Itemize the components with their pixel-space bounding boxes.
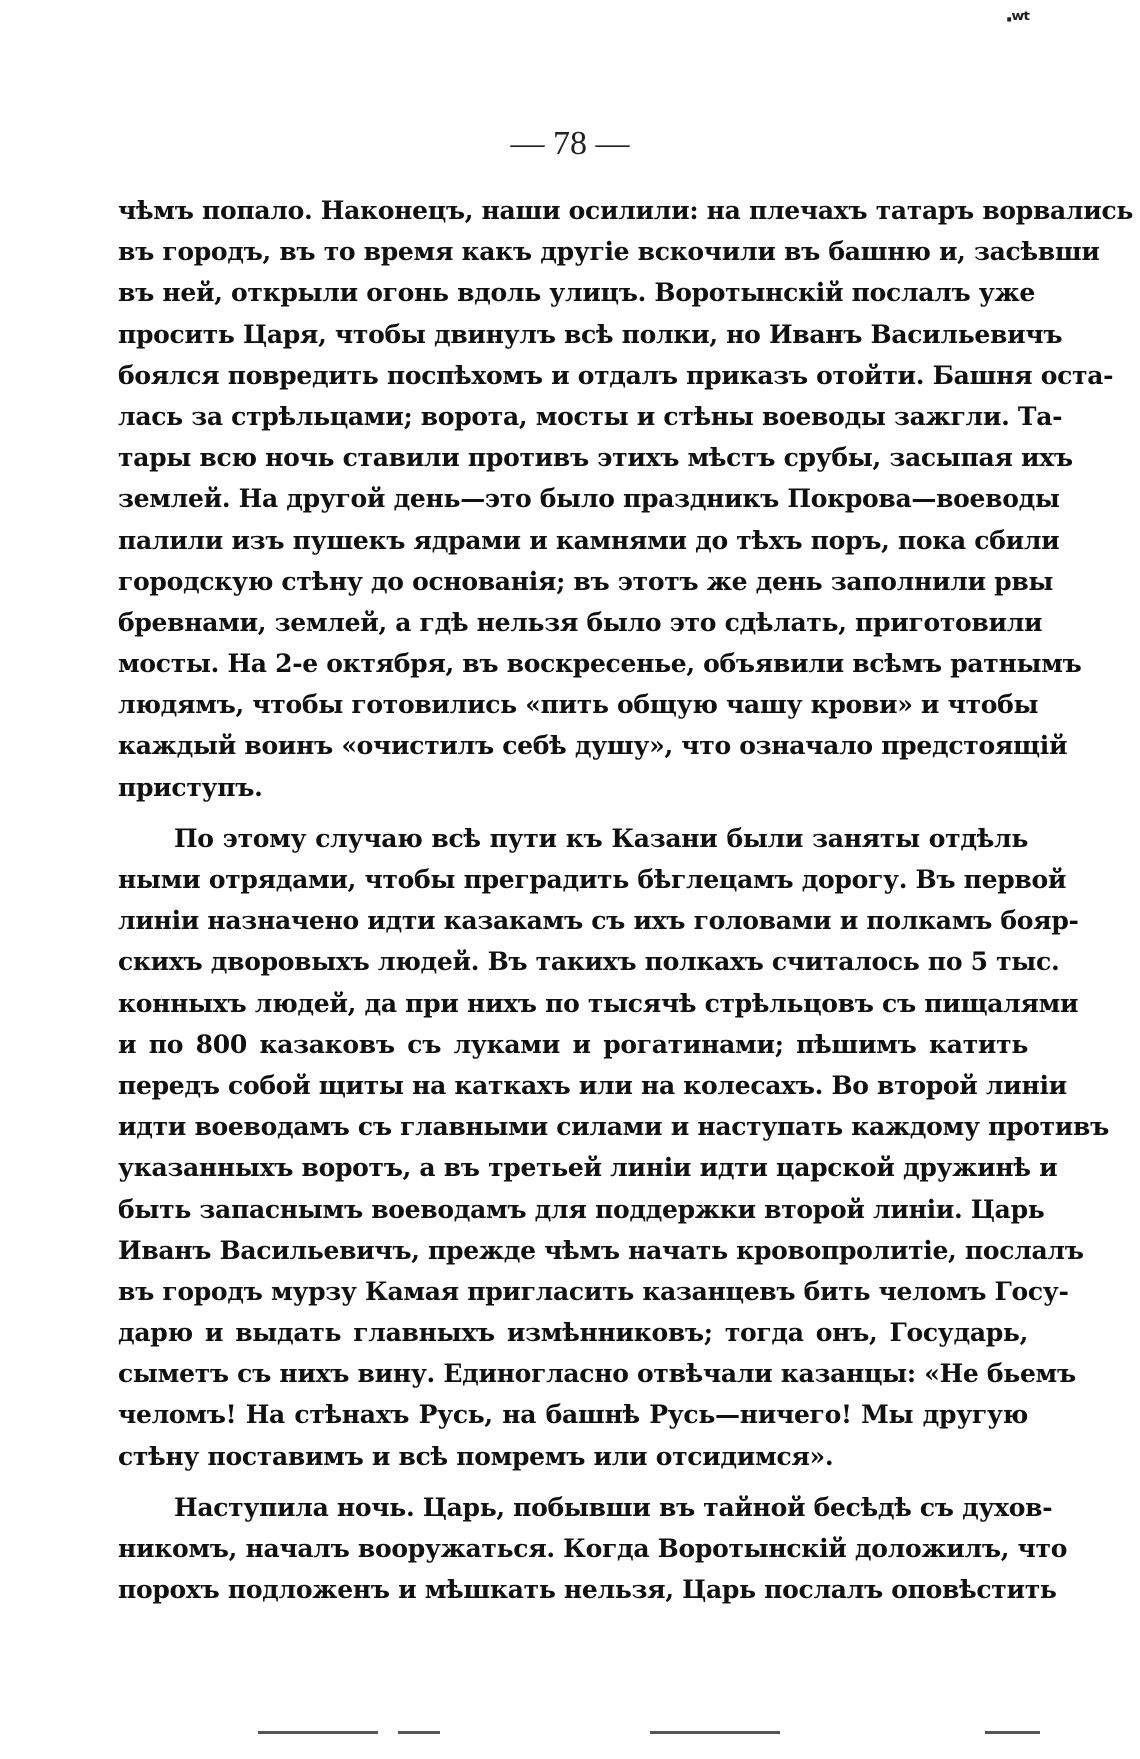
text-line: быть запаснымъ воеводамъ для поддержки второй линіи. Царь [118, 1194, 1045, 1224]
paragraph [118, 190, 1134, 808]
footer-rule [398, 1731, 440, 1734]
text-line: просить Царя, чтобы двинулъ всѣ полки, но Иванъ Васильевичъ [118, 319, 1063, 349]
text-line: въ ней, открыли огонь вдоль улицъ. Воротынскій послалъ уже [118, 278, 1036, 308]
text-line: каждый воинъ «очистилъ себѣ душу», что означало предстоящій [118, 731, 1068, 761]
page-number: — 78 — [510, 125, 630, 162]
text-line: Иванъ Васильевичъ, прежде чѣмъ начать кровопролитіе, послалъ [118, 1235, 1084, 1265]
text-line: указанныхъ воротъ, а въ третьей линіи идти царской дружинѣ и [118, 1153, 1058, 1183]
text-line: стѣну поставимъ и всѣ помремъ или отсидимся». [118, 1441, 834, 1471]
text-line: ными отрядами, чтобы преградить бѣглецамъ дорогу. Въ первой [118, 865, 1067, 894]
text-line: бревнами, землей, а гдѣ нельзя было это сдѣлать, приготовили [118, 607, 1043, 637]
footer-rule [650, 1731, 780, 1734]
text-line: никомъ, началъ вооружаться. Когда Воротынскій доложилъ, что [118, 1534, 1068, 1563]
footer-rule [985, 1731, 1040, 1734]
text-line: въ городъ мурзу Камая пригласить казанцевъ бить челомъ Госу- [118, 1276, 1069, 1306]
text-line: челомъ! На стѣнахъ Русь, на башнѣ Русь—ничего! Мы другую [118, 1400, 1028, 1430]
text-line: палили изъ пушекъ ядрами и камнями до тѣхъ поръ, пока сбили [118, 525, 1060, 555]
text-line: передъ собой щиты на каткахъ или на колесахъ. Во второй линіи [118, 1070, 1067, 1100]
text-line: чѣмъ попало. Наконецъ, наши осилили: на плечахъ татаръ ворвались [118, 196, 1134, 225]
text-line: скихъ дворовыхъ людей. Въ такихъ полкахъ считалось по 5 тыс. [118, 947, 1060, 977]
text-line: землей. На другой день—это было праздникъ Покрова—воеводы [118, 484, 1060, 514]
paragraph [118, 818, 1110, 1477]
text-line: людямъ, чтобы готовились «пить общую чашу крови» и чтобы [118, 690, 1039, 720]
text-line: и по 800 казаковъ съ луками и рогатинами; пѣшимъ катить [118, 1029, 1028, 1059]
scan-mark: ·ʷᵗ [1005, 8, 1029, 33]
text-line: мосты. На 2-е октября, въ воскресенье, объявили всѣмъ ратнымъ [118, 649, 1082, 679]
body-text [118, 190, 1134, 1610]
text-line: лась за стрѣльцами; ворота, мосты и стѣны воеводы зажгли. Та- [118, 401, 1063, 431]
text-line: городскую стѣну до основанія; въ этотъ же день заполнили рвы [118, 566, 1054, 596]
text-line: По этому случаю всѣ пути къ Казани были заняты отдѣль [174, 823, 1028, 853]
text-line: тары всю ночь ставили противъ этихъ мѣстъ срубы, засыпая ихъ [118, 443, 1073, 473]
text-line: порохъ подложенъ и мѣшкать нельзя, Царь послалъ оповѣстить [118, 1575, 1057, 1605]
paragraph [118, 1487, 1068, 1611]
text-line: конныхъ людей, да при нихъ по тысячѣ стрѣльцовъ съ пищалями [118, 988, 1079, 1018]
text-line: сыметъ съ нихъ вину. Единогласно отвѣчали казанцы: «Не бьемъ [118, 1359, 1076, 1389]
text-line: линіи назначено идти казакамъ съ ихъ головами и полкамъ бояр- [118, 906, 1079, 936]
footer-rule [258, 1731, 378, 1734]
text-line: идти воеводамъ съ главными силами и наступать каждому противъ [118, 1112, 1110, 1142]
text-line: боялся повредить поспѣхомъ и отдалъ приказъ отойти. Башня оста- [118, 360, 1114, 390]
text-line: Наступила ночь. Царь, побывши въ тайной бесѣдѣ съ духов- [174, 1492, 1053, 1522]
text-line: дарю и выдать главныхъ измѣнниковъ; тогда онъ, Государь, [118, 1318, 1028, 1348]
text-line: приступъ. [118, 772, 263, 802]
text-line: въ городъ, въ то время какъ другіе вскочили въ башню и, засѣвши [118, 237, 1100, 267]
